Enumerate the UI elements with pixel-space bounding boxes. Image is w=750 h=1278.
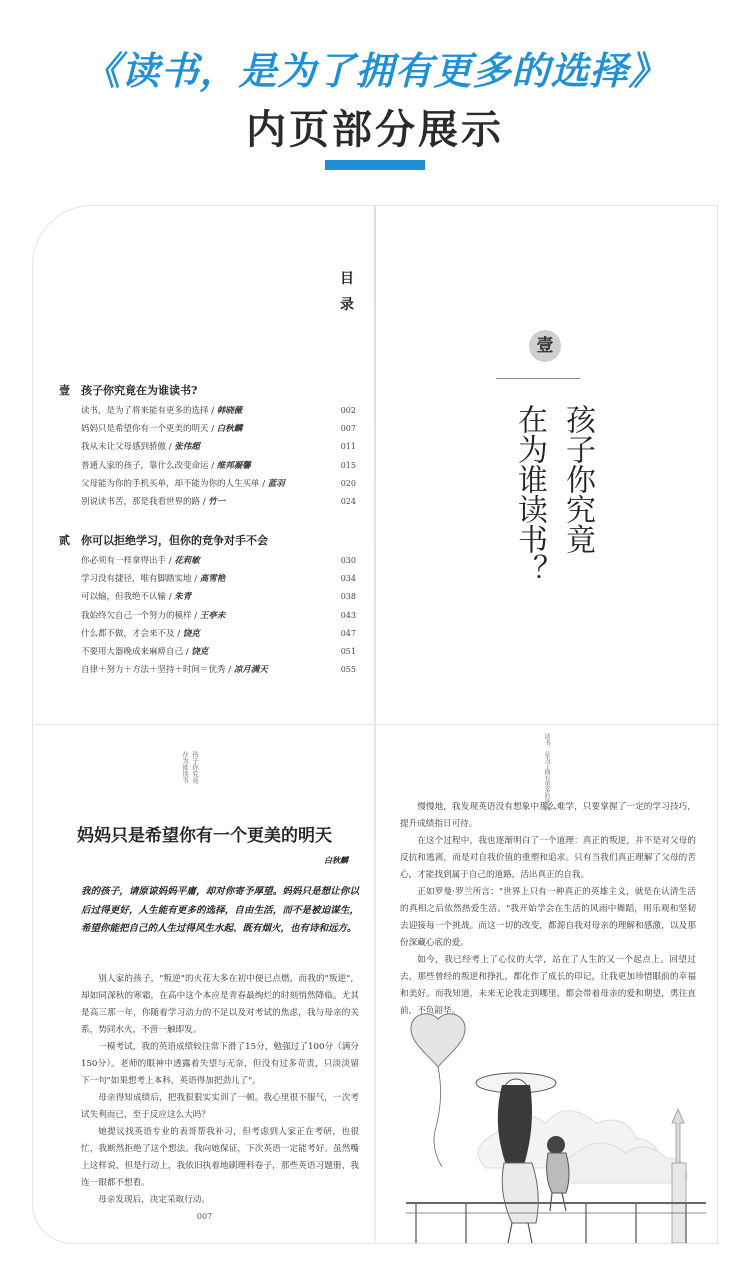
side-note: 孩子你究竟 (191, 751, 199, 784)
chapter-page (375, 205, 718, 725)
side-note: 读书，是为了拥有更多的选择 (543, 733, 550, 811)
toc-item[interactable]: 妈妈只是希望你有一个更美的明天 / 白秋麟 007 (81, 424, 356, 435)
paragraph: 别人家的孩子，"叛逆"的火花大多在初中便已点燃，而我的"叛逆"，却如同深秋的寒霜，在高中这个本应是青春最绚烂的时刻悄然降临。尤其是高三那一年，你随着学习动力的不足以及对考试的焦虑，我与母亲的关系，势同水火，不啻一触即发。 (81, 974, 359, 1035)
paragraph: 她提议找英语专业的表哥帮我补习，但考虑到人家正在考研，也很忙，我断然拒绝了这个想法。我向她保证，下次英语一定能考好。虽然嘴上这样说，但是行动上，我依旧执着地刷理科卷子，那些英语习题册，我连一眼都不想看。 (81, 1127, 359, 1188)
toc-item[interactable]: 你必须有一样拿得出手 / 花莉敏 030 (81, 556, 356, 566)
chapter-badge: 壹 (529, 330, 561, 362)
continuation-page (375, 724, 718, 1244)
chapter-divider (496, 378, 580, 379)
article-epigraph: 我的孩子，请原谅妈妈平庸，却对你寄予厚望。妈妈只是想让你以后过得更好，人生能有更多的选择，自由生活，而不是被迫谋生，希望你能把自己的人生过得风生水起、既有烟火，也有诗和远方。 (81, 886, 359, 934)
toc-page (32, 205, 375, 725)
toc-item[interactable]: 读书，是为了将来能有更多的选择 / 韩晓薇 002 (81, 406, 356, 416)
paragraph: 慢慢地，我发现英语没有想象中那么难学，只要掌握了一定的学习技巧，提升成绩指日可待。 (400, 802, 696, 829)
chapter-title-line-1: 孩子你究竟 (560, 404, 595, 554)
toc-item[interactable]: 不要用大器晚成来麻痹自己 / 饶克 051 (81, 646, 356, 657)
toc-list-2 (81, 552, 356, 679)
toc-list-1 (81, 402, 356, 511)
toc-title: 目录 (340, 271, 354, 313)
paragraph: 母亲得知成绩后，把我狠狠实实训了一顿。我心里很不服气，一次考试失利而已，至于反应这么大吗？ (81, 1093, 359, 1120)
toc-section-2 (59, 532, 268, 548)
paragraph: 正如罗曼·罗兰所言："世界上只有一种真正的英雄主义，就是在认清生活的真相之后依然热爱生活。"我开始学会在生活的风雨中舞蹈，用乐观和坚韧去迎接每一个挑战。而这一切的改变，都源自我对母亲的理解和感激，以及那份深藏心底的爱。 (400, 887, 696, 948)
page-number: 007 (196, 1212, 213, 1221)
toc-item[interactable]: 我始终欠自己一个努力的模样 / 王亭未 043 (81, 610, 356, 621)
toc-item[interactable]: 学习没有捷径，唯有脚踏实地 / 高雪艳 034 (81, 574, 356, 585)
paragraph: 在这个过程中，我也逐渐明白了一个道理：真正的叛逆，并不是对父母的反抗和逃离，而是对自我价值的重塑和追求。只有当我们真正理解了父母的苦心，才能找到属于自己的道路，活出真正的自我。 (400, 836, 696, 880)
article-page (32, 724, 375, 1244)
mother-child-illustration (376, 1013, 718, 1244)
toc-section-1 (59, 382, 197, 398)
paragraph: 母亲发现后，决定采取行动。 (98, 1195, 210, 1205)
paragraph: 一模考试，我的英语成绩较往常下滑了15分，勉强过了100分（满分150分）。老师的眼神中透露着失望与无奈，但没有过多苛责，只淡淡留下一句"如果想考上本科，英语得加把劲儿了"。 (81, 1042, 359, 1086)
banner-subtitle: 内页部分展示 (246, 107, 504, 153)
article-author: 白秋麟 (324, 855, 348, 865)
continuation-body (400, 799, 696, 1020)
article-title: 妈妈只是希望你有一个更美的明天 (77, 826, 332, 846)
toc-item[interactable]: 自律＋努力＋方法＋坚持＋时间＝优秀 / 凉月满天 055 (81, 665, 356, 676)
article-body (81, 971, 359, 1209)
heart-balloon-icon (411, 1014, 465, 1067)
toc-section-title: 你可以拒绝学习，但你的竞争对手不会 (81, 534, 268, 547)
toc-item[interactable]: 普通人家的孩子，靠什么改变命运 / 维邦凝馨 015 (81, 460, 356, 471)
toc-section-number: 贰 (59, 534, 70, 547)
banner-accent-bar (325, 160, 425, 170)
toc-item[interactable]: 父母能为你的手机买单，却不能为你的人生买单 / 蓝羽 020 (81, 478, 356, 489)
toc-item[interactable]: 什么都不做，才会来不及 / 饶克 047 (81, 628, 356, 639)
paragraph: 如今，我已经考上了心仪的大学，站在了人生的又一个起点上。回望过去，那些曾经的叛逆和挣扎，都化作了成长的印记，让我更加珍惜眼前的幸福和美好。而我知道，未来无论我走到哪里，都会带着母亲的爱和期望，勇往直前，不负韶华。 (400, 955, 696, 1016)
side-note: 在为谁读书 (181, 751, 189, 784)
toc-item[interactable]: 我从未让父母感到骄傲 / 张伟超 011 (81, 442, 356, 453)
book-spine (374, 205, 376, 1244)
toc-section-number: 壹 (59, 384, 70, 397)
toc-item[interactable]: 别说读书苦，那是我看世界的路 / 竹一 024 (81, 496, 356, 507)
banner-title: 《读书，是为了拥有更多的选择》 (82, 49, 668, 93)
toc-item[interactable]: 可以输，但我绝不认输 / 朱青 038 (81, 592, 356, 603)
chapter-title-line-2: 在为谁读书？ (512, 404, 547, 584)
toc-section-title: 孩子你究竟在为谁读书? (81, 384, 198, 397)
